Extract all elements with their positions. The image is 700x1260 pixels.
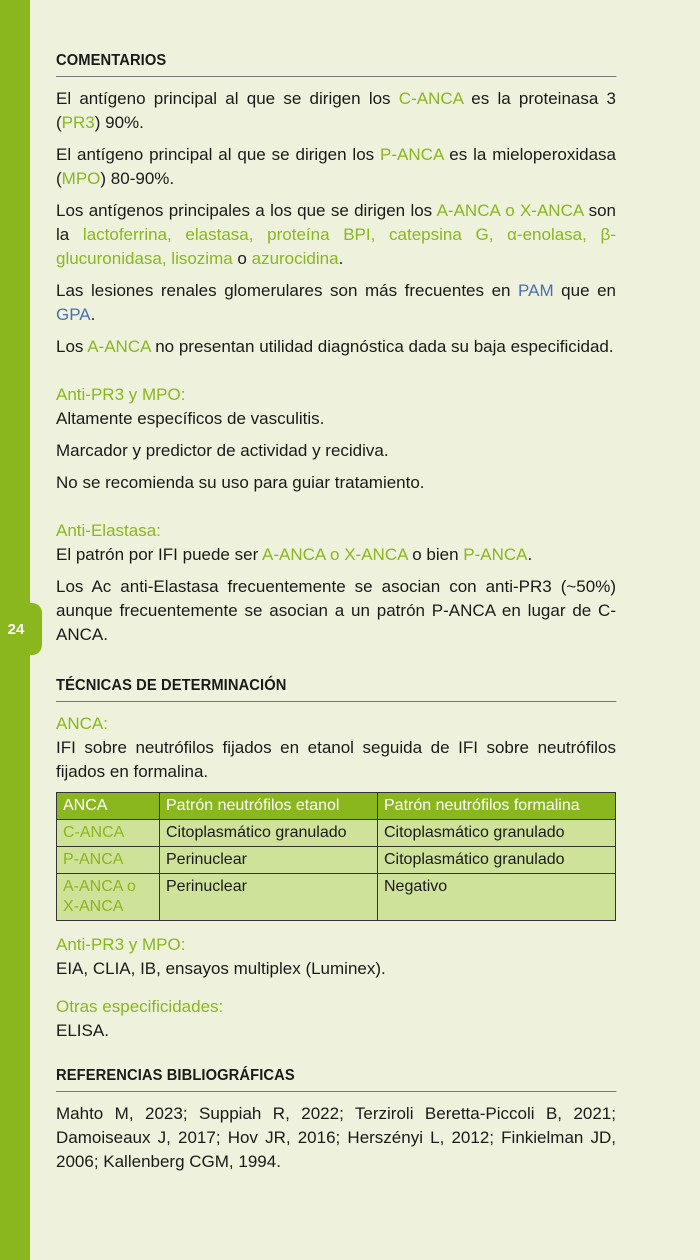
table-cell: Citoplasmático granulado xyxy=(160,820,378,847)
subheading-otras: Otras especificidades: xyxy=(56,997,224,1016)
paragraph: El antígeno principal al que se dirigen los P-ANCA es la mieloperoxidasa (MPO) 80-90%. xyxy=(56,145,616,188)
table-cell: Negativo xyxy=(378,874,616,921)
paragraph: ELISA. xyxy=(56,1021,109,1040)
table-header-cell: Patrón neutrófilos formalina xyxy=(378,793,616,820)
table-row xyxy=(57,820,616,847)
section-title-comentarios: COMENTARIOS xyxy=(56,52,616,77)
table-header-cell: Patrón neutrófilos etanol xyxy=(160,793,378,820)
paragraph: El antígeno principal al que se dirigen los C-ANCA es la proteinasa 3 (PR3) 90%. xyxy=(56,89,616,132)
paragraph: Los A-ANCA no presentan utilidad diagnóstica dada su baja especificidad. xyxy=(56,337,614,356)
table-cell: Citoplasmático granulado xyxy=(378,820,616,847)
page-number: 24 xyxy=(7,620,25,638)
subheading-anca: ANCA: xyxy=(56,714,108,733)
table-header-row xyxy=(57,793,616,820)
line: No se recomienda su uso para guiar tratamiento. xyxy=(56,473,425,492)
anca-pattern-table xyxy=(56,792,616,921)
references-text: Mahto M, 2023; Suppiah R, 2022; Terziroli Beretta-Piccoli B, 2021; Damoiseaux J, 2017; Hov JR, 2016; Herszényi L, 2012; Finkielman JD, 2006; Kallenberg CGM, 1994. xyxy=(56,1104,616,1171)
paragraph: El patrón por IFI puede ser A-ANCA o X-ANCA o bien P-ANCA. xyxy=(56,545,533,564)
table-row xyxy=(57,847,616,874)
table-row xyxy=(57,874,616,921)
table-cell: A-ANCA o X-ANCA xyxy=(57,874,160,921)
paragraph: IFI sobre neutrófilos fijados en etanol seguida de IFI sobre neutrófilos fijados en formalina. xyxy=(56,738,616,781)
table-cell: C-ANCA xyxy=(57,820,160,847)
paragraph: EIA, CLIA, IB, ensayos multiplex (Luminex). xyxy=(56,959,386,978)
paragraph: Los Ac anti-Elastasa frecuentemente se asocian con anti-PR3 (~50%) aunque frecuentemente se asocian a un patrón P-ANCA en lugar de C-ANCA. xyxy=(56,577,616,644)
subheading-anti-elastasa: Anti-Elastasa: xyxy=(56,521,161,540)
page-content xyxy=(56,52,616,1182)
subheading-anti-pr3: Anti-PR3 y MPO: xyxy=(56,385,186,404)
table-cell: Perinuclear xyxy=(160,847,378,874)
subheading-anti-pr3-mpo: Anti-PR3 y MPO: xyxy=(56,935,186,954)
page-number-tab xyxy=(0,603,42,655)
table-cell: Perinuclear xyxy=(160,874,378,921)
section-title-tecnicas: TÉCNICAS DE DETERMINACIÓN xyxy=(56,677,616,702)
table-cell: P-ANCA xyxy=(57,847,160,874)
section-title-referencias: REFERENCIAS BIBLIOGRÁFICAS xyxy=(56,1067,616,1092)
paragraph: Las lesiones renales glomerulares son más frecuentes en PAM que en GPA. xyxy=(56,281,616,324)
table-header-cell: ANCA xyxy=(57,793,160,820)
paragraph: Los antígenos principales a los que se dirigen los A-ANCA o X-ANCA son la lactoferrina, elastasa, proteína BPI, catepsina G, α-enolasa, β-glucuronidasa, lisozima o azurocidina. xyxy=(56,201,616,268)
line: Marcador y predictor de actividad y recidiva. xyxy=(56,441,389,460)
table-cell: Citoplasmático granulado xyxy=(378,847,616,874)
line: Altamente específicos de vasculitis. xyxy=(56,409,325,428)
